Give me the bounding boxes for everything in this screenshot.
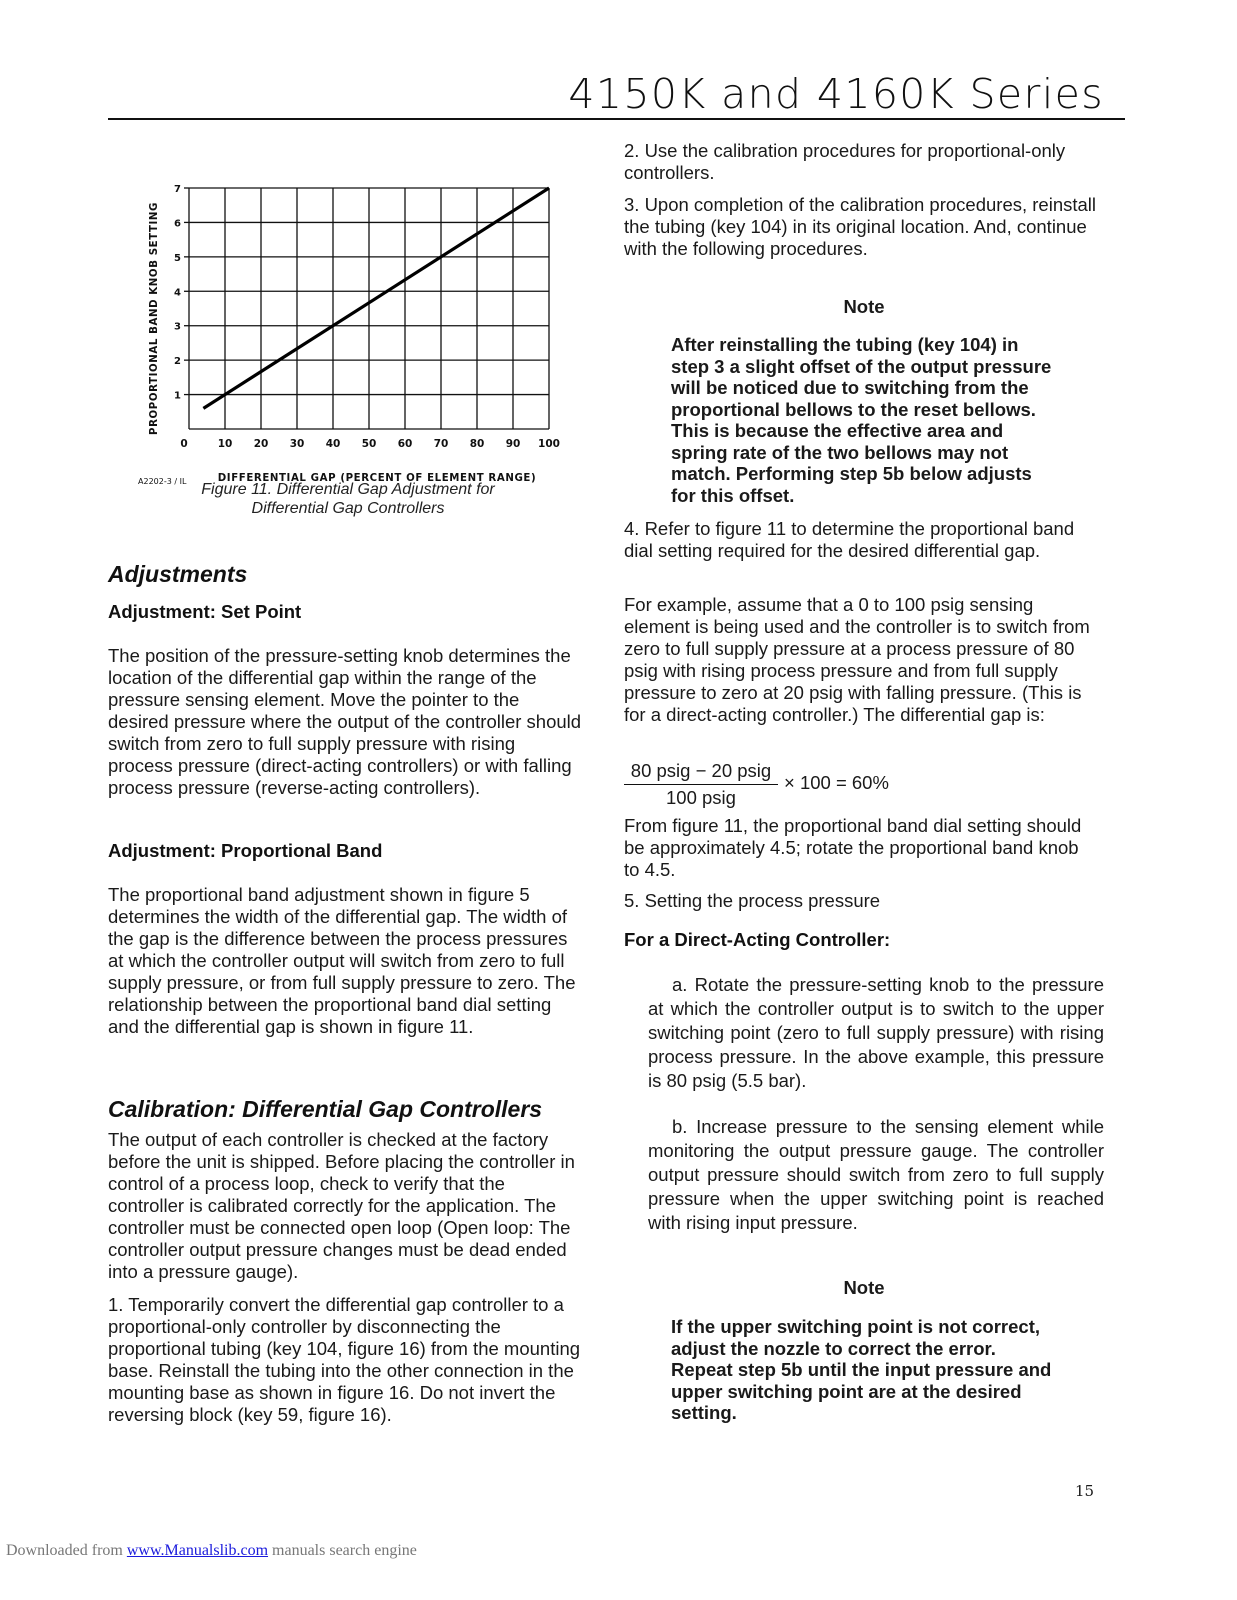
x-tick-label: 60 [397, 438, 413, 450]
x-tick-label: 40 [325, 438, 341, 450]
formula-fraction [624, 760, 778, 809]
step-4-paragraph: 4. Refer to figure 11 to determine the proportional band dial setting required for the desired differential gap. [624, 518, 1075, 561]
note-1-heading: Note [843, 296, 885, 317]
differential-gap-chart [130, 155, 590, 525]
step-1-paragraph: 1. Temporarily convert the differential gap controller to a proportional-only controller by disconnecting the proportional tubing (key 104, figure 16) from the mounting base. Reinstall the tubing into the other connection in the mounting base as shown in figure 16. Do not invert the reversing block (key 59, figure 16). [108, 1294, 581, 1425]
x-axis-label: DIFFERENTIAL GAP (PERCENT OF ELEMENT RANGE) [217, 473, 537, 484]
figure-caption-line1: Figure 11. Differential Gap Adjustment for [201, 481, 495, 498]
example-paragraph: For example, assume that a 0 to 100 psig sensing element is being used and the controller is to switch from zero to full supply pressure at a process pressure of 80 psig with rising process pressure and from full supply pressure to zero at 20 psig with falling pressure. (This is for a direct-acting controller.) The differential gap is: [624, 594, 1090, 725]
download-footer [6, 1542, 417, 1560]
document-title: 4150K and 4160K Series [568, 70, 1104, 118]
direct-acting-heading: For a Direct-Acting Controller: [624, 929, 891, 950]
formula-denominator: 100 psig [666, 787, 736, 808]
x-tick-label: 100 [538, 438, 560, 450]
figure-code: A2202-3 / IL [138, 477, 187, 486]
y-axis-label: PROPORTIONAL BAND KNOB SETTING [149, 201, 160, 436]
x-tick-label: 0 [180, 438, 188, 450]
step-2-paragraph: 2. Use the calibration procedures for proportional-only controllers. [624, 140, 1066, 183]
series-line [203, 188, 549, 408]
proportional-band-paragraph: The proportional band adjustment shown in figure 5 determines the width of the differential gap. The width of the gap is the difference between the process pressures at which the controller output will switch from zero to full supply pressure, or from full supply pressure to zero. The relationship between the proportional band dial setting and the differential gap is shown in figure 11. [108, 884, 576, 1037]
step-5-paragraph: 5. Setting the process pressure [624, 890, 881, 911]
calibration-paragraph: The output of each controller is checked at the factory before the unit is shipped. Before placing the controller in control of a process loop, check to verify that the controller is calibrated correctly for the application. The controller must be connected open loop (Open loop: The controller output pressure changes must be dead ended into a pressure gauge). [108, 1129, 575, 1282]
step-3-paragraph: 3. Upon completion of the calibration procedures, reinstall the tubing (key 104) in its original location. And, continue with the following procedures. [624, 194, 1097, 259]
footer-suffix: manuals search engine [268, 1542, 417, 1559]
step-5a-paragraph: a. Rotate the pressure-setting knob to the pressure at which the controller output is to switch to the upper switching point (zero to full supply pressure) with rising process pressure. In the above example, this pressure is 80 psig (5.5 bar). [648, 974, 1104, 1091]
x-tick-label: 50 [361, 438, 377, 450]
y-tick-label: 1 [174, 390, 181, 402]
x-tick-label: 90 [505, 438, 521, 450]
y-tick-label: 2 [174, 356, 181, 368]
note-1-text: After reinstalling the tubing (key 104) in step 3 a slight offset of the output pressure will be noticed due to switching from the proportional bellows to the reset bellows. This is because the effective area and spring rate of the two bellows may not match. Performing step 5b below adjusts for this offset. [671, 334, 1052, 506]
proportional-band-heading: Adjustment: Proportional Band [108, 840, 383, 861]
page-number: 15 [1075, 1482, 1095, 1500]
y-tick-label: 5 [174, 252, 181, 264]
x-tick-label: 10 [217, 438, 233, 450]
adjustments-heading: Adjustments [108, 561, 248, 587]
y-tick-label: 7 [174, 184, 181, 195]
header-rule [108, 118, 1125, 120]
calibration-heading: Calibration: Differential Gap Controllers [108, 1096, 543, 1122]
x-tick-label: 70 [433, 438, 449, 450]
y-tick-label: 4 [174, 287, 181, 299]
formula-numerator: 80 psig − 20 psig [624, 760, 778, 785]
y-tick-label: 3 [174, 321, 181, 333]
step-5b-paragraph: b. Increase pressure to the sensing element while monitoring the output pressure gauge. The controller output pressure should switch from zero to full supply pressure when the upper switching point is reached with rising input pressure. [648, 1116, 1104, 1233]
manualslib-link[interactable]: www.Manualslib.com [126, 1542, 269, 1559]
setpoint-heading: Adjustment: Set Point [108, 601, 302, 622]
footer-prefix: Downloaded from [6, 1542, 127, 1559]
y-tick-label: 6 [174, 218, 181, 230]
x-tick-label: 30 [289, 438, 305, 450]
setpoint-paragraph: The position of the pressure-setting knob determines the location of the differential gap within the range of the pressure sensing element. Move the pointer to the desired pressure where the output of the controller should switch from zero to full supply pressure with rising process pressure (direct-acting controllers) or with falling process pressure (reverse-acting controllers). [108, 645, 582, 798]
note-2-heading: Note [843, 1277, 885, 1298]
note-2-text: If the upper switching point is not correct, adjust the nozzle to correct the error. Repeat step 5b until the input pressure and upper switching point are at the desired setting. [671, 1316, 1052, 1423]
x-tick-label: 20 [253, 438, 269, 450]
x-tick-label: 80 [469, 438, 485, 450]
figure-caption [108, 480, 588, 518]
figure-caption-line2: Differential Gap Controllers [251, 500, 445, 517]
from-figure-paragraph: From figure 11, the proportional band dial setting should be approximately 4.5; rotate the proportional band knob to 4.5. [624, 815, 1082, 880]
formula-result: × 100 = 60% [784, 772, 889, 793]
